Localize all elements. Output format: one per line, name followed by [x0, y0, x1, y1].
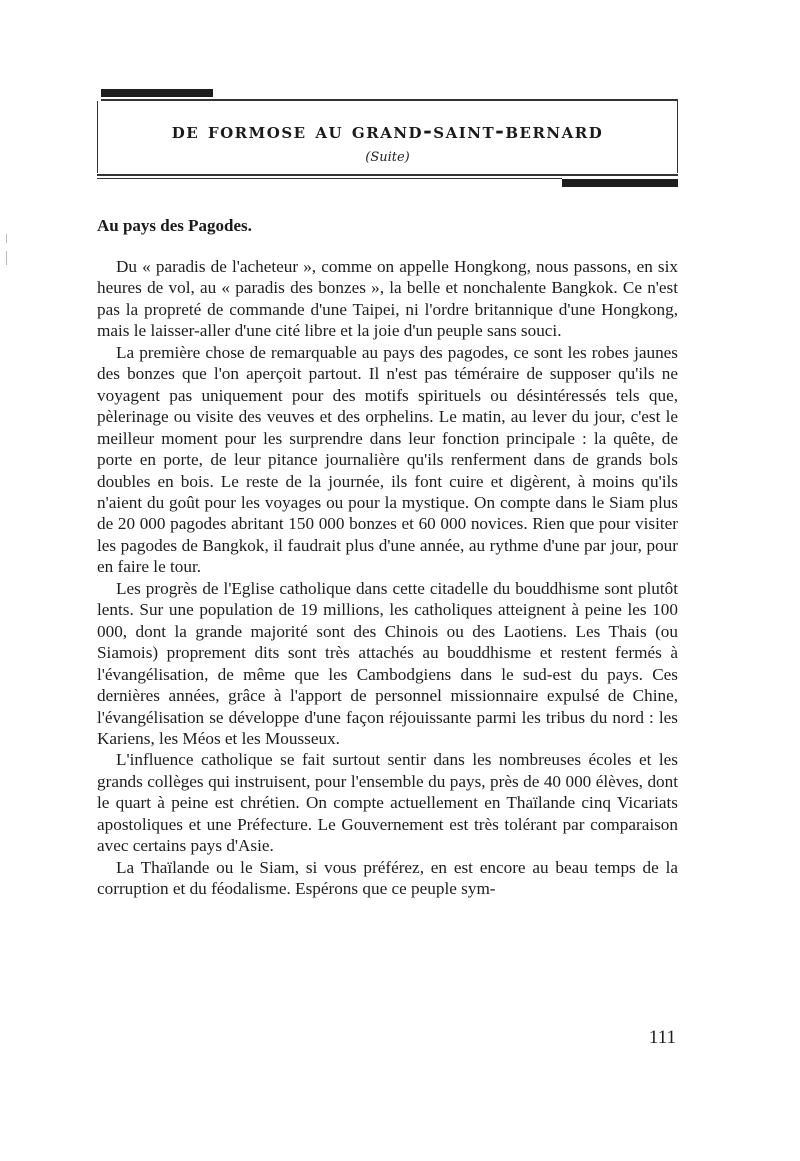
margin-mark [6, 234, 7, 243]
header-ink-bar-top [101, 89, 213, 97]
article-title: de formose au grand-saint-bernard [171, 118, 604, 143]
paragraph: La première chose de remarquable au pays des pagodes, ce sont les robes jaunes des bonzes que l'on aperçoit partout. Il n'est pas téméraire de supposer qu'ils ne voyagent pas uniquement pour des motifs spirituels ou désintéressés tels que, pèlerinage ou visite des veuves et des orphelins. Le matin, au lever du jour, c'est le meilleur moment pour les surprendre dans leur fonction principale : la quête, de porte en porte, de leur pitance journalière qu'ils renferment dans de grands bols doubles en bois. Le reste de la journée, ils font cuire et digèrent, à moins qu'ils n'aient du goût pour les voyages ou pour la mystique. On compte dans le Siam plus de 20 000 pagodes abritant 150 000 bonzes et 60 000 novices. Rien que pour visiter les pagodes de Bangkok, il faudrait plus d'une année, au rythme d'une par jour, pour en faire le tour. [97, 342, 678, 577]
article-subtitle: (Suite) [365, 150, 410, 165]
header-ink-bar-bottom [562, 179, 678, 187]
paragraph: L'influence catholique se fait surtout sentir dans les nombreuses écoles et les grands collèges qui instruisent, pour l'ensemble du pays, près de 40 000 élèves, dont le quart à peine est chrétien. On compte actuellement en Thaïlande cinq Vicariats apostoliques et une Préfecture. Le Gouvernement est très tolérant par comparaison avec certains pays d'Asie. [97, 750, 678, 856]
paragraph: Du « paradis de l'acheteur », comme on appelle Hongkong, nous passons, en six heures de vol, au « paradis des bonzes », la belle et nonchalente Bangkok. Ce n'est pas la propreté de commande d'une Taipei, ni l'ordre britannique d'une Hongkong, mais le laisser-aller d'une cité libre et la joie d'un peuple sans souci. [97, 257, 678, 341]
margin-mark [6, 251, 7, 265]
header-rule-bottom-thin [97, 178, 562, 179]
page-number: 111 [648, 1027, 676, 1048]
paragraph: Les progrès de l'Eglise catholique dans cette citadelle du bouddhisme sont plutôt lents. Sur une population de 19 millions, les catholiques atteignent à peine les 100 000, dont la grande majorité sont des Chinois ou des Laotiens. Les Thais (ou Siamois) proprement dits sont très attachés au bouddhisme et restent fermés à l'évangélisation, de même que les Cambodgiens dans le sud-est du pays. Ces dernières années, grâce à l'apport de personnel missionnaire expulsé de Chine, l'évangélisation se développe d'une façon réjouissante parmi les tribus du nord : les Kariens, les Méos et les Mousseux. [97, 578, 678, 748]
paragraph: La Thaïlande ou le Siam, si vous préférez, en est encore au beau temps de la corruption et du féodalisme. Espérons que ce peuple sym- [97, 857, 678, 899]
section-heading: Au pays des Pagodes. [97, 216, 252, 235]
header-rule-bottom [97, 174, 678, 176]
article-body [97, 256, 678, 900]
